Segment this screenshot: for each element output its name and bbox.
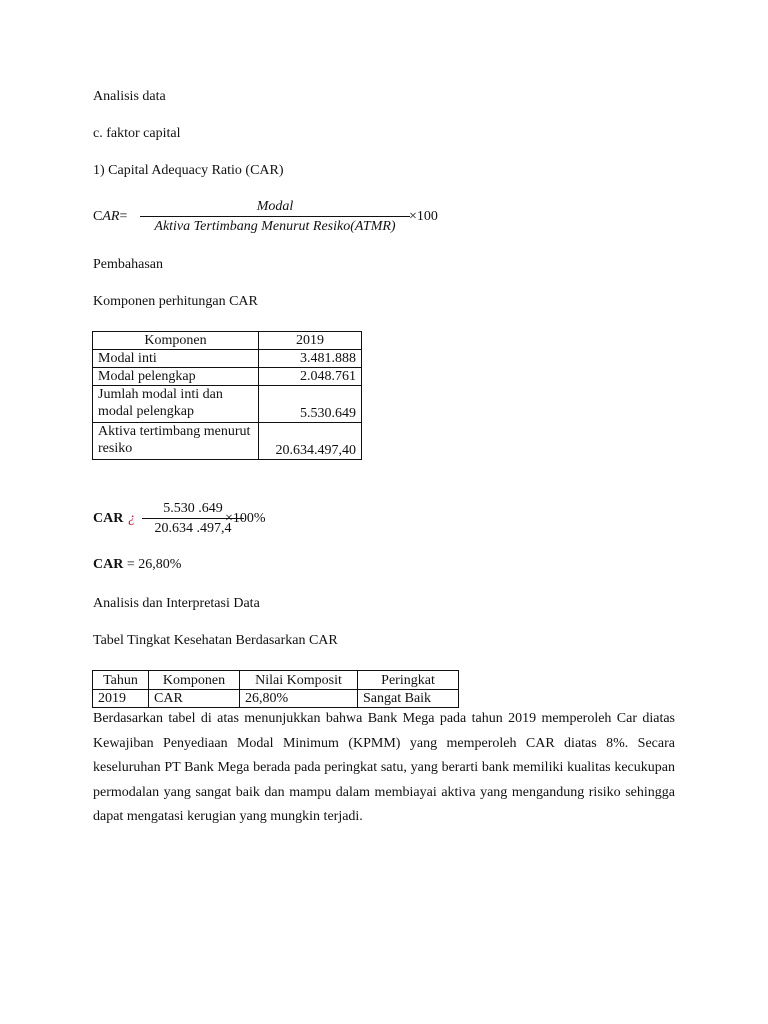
pembahasan-heading: Pembahasan <box>93 257 163 272</box>
car-formula <box>93 198 493 238</box>
table-header-peringkat: Peringkat <box>358 671 459 690</box>
table-header-komponen: Komponen <box>93 332 259 350</box>
table-cell-value: 5.530.649 <box>259 386 362 423</box>
table-row <box>93 690 459 708</box>
formula-numerator: Modal <box>256 199 294 214</box>
formula-denominator-paren: (ATMR) <box>350 219 396 234</box>
table-header-nilai: Nilai Komposit <box>240 671 358 690</box>
section-title-car: 1) Capital Adequacy Ratio (CAR) <box>93 163 284 178</box>
table-header-year: 2019 <box>259 332 362 350</box>
car-calc-numerator: 5.530 .649 <box>163 501 223 516</box>
table-cell-peringkat: Sangat Baik <box>358 690 459 708</box>
table-cell-komponen: CAR <box>149 690 240 708</box>
formula-fraction <box>140 198 410 235</box>
car-calculation <box>93 500 393 540</box>
car-result <box>93 557 181 573</box>
table-header-komponen: Komponen <box>149 671 240 690</box>
car-calc-glyph: ¿ <box>128 511 135 526</box>
table-cell-value: 2.048.761 <box>259 368 362 386</box>
table-header-row <box>93 332 362 350</box>
formula-equals: = <box>119 209 128 224</box>
formula-denominator-text: Aktiva Tertimbang Menurut Resiko <box>154 219 351 234</box>
formula-denominator <box>140 218 410 235</box>
car-result-label: CAR <box>93 557 124 572</box>
formula-lhs <box>93 209 127 225</box>
table-header-row <box>93 671 459 690</box>
table-cell-label: Modal inti <box>93 350 259 368</box>
formula-fraction-bar <box>140 216 410 217</box>
table-row <box>93 350 362 368</box>
tabel-title: Tabel Tingkat Kesehatan Berdasarkan CAR <box>93 633 338 648</box>
car-calc-multiplier: ×100% <box>225 511 266 526</box>
table-cell-value: 3.481.888 <box>259 350 362 368</box>
table-cell-tahun: 2019 <box>93 690 149 708</box>
subheading: c. faktor capital <box>93 126 181 141</box>
table-row <box>93 368 362 386</box>
komponen-table <box>92 331 362 460</box>
komponen-title: Komponen perhitungan CAR <box>93 294 258 309</box>
body-paragraph: Berdasarkan tabel di atas menunjukkan bahwa Bank Mega pada tahun 2019 memperoleh Car diatas Kewajiban Penyediaan Modal Minimum (KPMM) yang memperoleh CAR diatas 8%. Secara keseluruhan PT Bank Mega berada pada peringkat satu, yang berarti bank memiliki kualitas kecukupan permodalan yang sangat baik dan mampu dalam membiayai aktiva yang mengandung risiko sehingga dapat mengatasi kerugian yang mungkin terjadi. <box>93 711 675 824</box>
car-calc-label: CAR <box>93 511 124 526</box>
table-cell-label: Modal pelengkap <box>93 368 259 386</box>
car-result-value: = 26,80% <box>123 557 182 572</box>
car-calc-denominator: 20.634 .497,4 <box>154 521 232 536</box>
table-cell-label: Aktiva tertimbang menurut resiko <box>93 423 259 460</box>
formula-lhs-ar: AR <box>102 209 120 224</box>
table-cell-nilai: 26,80% <box>240 690 358 708</box>
table-row <box>93 386 362 423</box>
formula-multiplier: ×100 <box>409 209 438 224</box>
formula-lhs-c: C <box>93 209 103 224</box>
table-cell-value: 20.634.497,40 <box>259 423 362 460</box>
table-header-tahun: Tahun <box>93 671 149 690</box>
analisis-title: Analisis dan Interpretasi Data <box>93 596 260 611</box>
table-row <box>93 423 362 460</box>
table-cell-label: Jumlah modal inti dan modal pelengkap <box>93 386 259 423</box>
health-table <box>92 670 459 708</box>
heading: Analisis data <box>93 89 166 104</box>
